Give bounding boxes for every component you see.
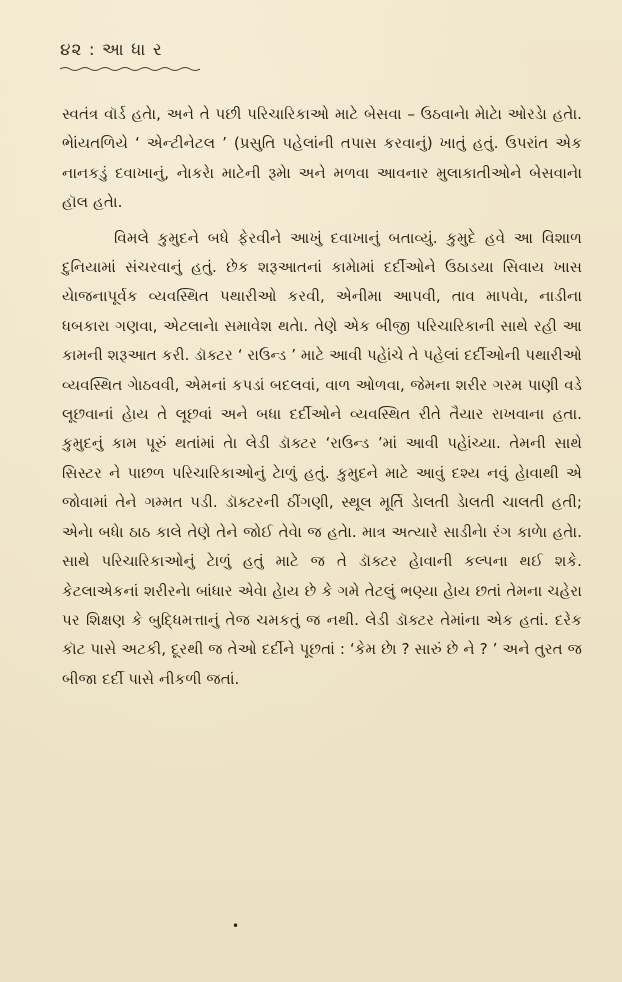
running-head-underline — [60, 66, 200, 72]
page-end-mark: • — [232, 919, 240, 933]
page-body — [62, 100, 582, 694]
paragraph: સ્વતંત્ર વૉર્ડ હતેા, અને તે પછી પરિચારિકાઓ માટે બેસવા – ઉઠવાનેા મેાટેા ઓરડેા હતેા. ભેાંયતળિયે ‘ એન્ટીનેટલ ’ (પ્રસુતિ પહેલાંની તપાસ કરવાનું) ખાતું હતું. ઉપરાંત એક નાનકડું દવાખાનું, નેાકરેા માટેની રૂમેા અને મળવા આવનાર મુલાકાતીઓને બેસવાનેા હૉલ હતેા. — [62, 105, 582, 212]
paragraph: વિમલે કુમુદને બધે ફેરવીને આખું દવાખાનું બતાવ્યું. કુમુદે હવે આ વિશાળ દુનિયામાં સંચરવાનું હતું. છેક શરૂઆતનાં કામેામાં દર્દીઓને ઉઠાડયા સિવાય ખાસ યેાજનાપૂર્વક વ્યવસ્થિત પથારીઓ કરવી, એનીમા આપવી, તાવ માપવેા, નાડીના ધબકારા ગણવા, એટલાનેા સમાવેશ થતેા. તેણે એક બીજી પરિચારિકાની સાથે રહી આ કામની શરૂઆત કરી. ડૉક્ટર ‘ રાઉન્ડ ’ માટે આવી પહેાંચે તે પહેલાં દર્દીઓની પથારીઓ વ્યવસ્થિત ગેાઠવવી, એમનાં કપડાં બદલવાં, વાળ ઓળવા, જેમના શરીર ગરમ પાણી વડે લૂછવાનાં હેાય તે લૂછવાં અને બધા દર્દીઓને વ્યવસ્થિત રીતે તૈયાર રાખવાના હતા. કુમુદનું કામ પૂરું થતાંમાં તેા લેડી ડૉક્ટર ‘રાઉન્ડ ’માં આવી પહેાંચ્યા. તેમની સાથે સિસ્ટર ને પાછળ પરિચારિકાઓનું ટેાળું હતું. કુમુદને માટે આવું દશ્ય નવું હેાવાથી એ જોવામાં તેને ગમ્મત પડી. ડૉક્ટરની ઠીંગણી, સ્થૂલ મૂર્તિ ડેાલતી ડેાલતી ચાલતી હતી; એનેા બધેા ઠાઠ કાલે તેણે તેને જોઈ તેવેા જ હતેા. માત્ર અત્યારે સાડીનેા રંગ કાળેા હતેા. સાથે પરિચારિકાઓનું ટેાળું હતું માટે જ તે ડૉક્ટર હેાવાની કલ્પના થઈ શકે. કેટલાએકનાં શરીરનેા બાંધાર એવેા હેાય છે કે ગમે તેટલું ભણ્યા હેાય છતાં તેમના ચહેરા પર શિક્ષણ કે બુદ્ધિમત્તાનું તેજ ચમકતું જ નથી. લેડી ડૉક્ટર તેમાંના એક હતાં. દરેક કૉટ પાસે અટકી, દૂરથી જ તેઓ દર્દીને પૂછતાં : ‘કેમ છેા ? સારું છે ને ? ’ અને તુરત જ બીજા દર્દી પાસે નીકળી જતાં. — [62, 228, 582, 688]
running-head: ૪૨ : આ ધા ર — [60, 40, 163, 60]
